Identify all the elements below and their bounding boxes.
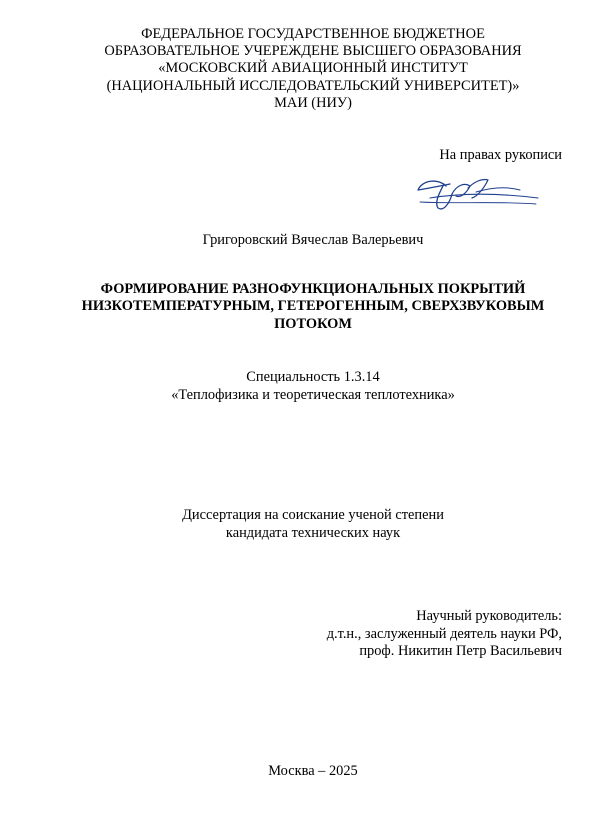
- institution-line: ФЕДЕРАЛЬНОЕ ГОСУДАРСТВЕННОЕ БЮДЖЕТНОЕ: [141, 26, 485, 42]
- specialty-block: [0, 369, 600, 404]
- degree-line: кандидата технических наук: [225, 524, 401, 541]
- dissertation-title: [0, 281, 600, 333]
- handwritten-signature: [410, 168, 540, 216]
- institution-line: «МОСКОВСКИЙ АВИАЦИОННЫЙ ИНСТИТУТ: [158, 60, 468, 77]
- institution-header: [0, 26, 600, 112]
- author-name: Григоровский Вячеслав Валерьевич: [202, 232, 424, 248]
- title-line: ФОРМИРОВАНИЕ РАЗНОФУНКЦИОНАЛЬНЫХ ПОКРЫТИЙ: [100, 281, 526, 297]
- institution-line: (НАЦИОНАЛЬНЫЙ ИССЛЕДОВАТЕЛЬСКИЙ УНИВЕРСИТЕТ)»: [106, 77, 520, 94]
- supervisor-line: проф. Никитин Петр Васильевич: [359, 643, 562, 660]
- degree-line: Диссертация на соискание ученой степени: [182, 507, 444, 523]
- specialty-name: «Теплофизика и теоретическая теплотехника»: [171, 386, 455, 403]
- supervisor-line: Научный руководитель:: [416, 608, 562, 624]
- degree-statement: [0, 507, 600, 542]
- specialty-code: Специальность 1.3.14: [246, 369, 380, 385]
- institution-line: МАИ (НИУ): [274, 94, 352, 111]
- supervisor-block: [327, 608, 562, 661]
- city-year: Москва – 2025: [268, 763, 358, 779]
- title-line: НИЗКОТЕМПЕРАТУРНЫМ, ГЕТЕРОГЕННЫМ, СВЕРХЗВУКОВЫМ: [81, 298, 545, 315]
- supervisor-line: д.т.н., заслуженный деятель науки РФ,: [326, 625, 562, 642]
- manuscript-rights-note: На правах рукописи: [439, 147, 562, 163]
- title-line: ПОТОКОМ: [274, 315, 352, 332]
- institution-line: ОБРАЗОВАТЕЛЬНОЕ УЧЕРЕЖДЕНЕ ВЫСШЕГО ОБРАЗОВАНИЯ: [104, 43, 522, 60]
